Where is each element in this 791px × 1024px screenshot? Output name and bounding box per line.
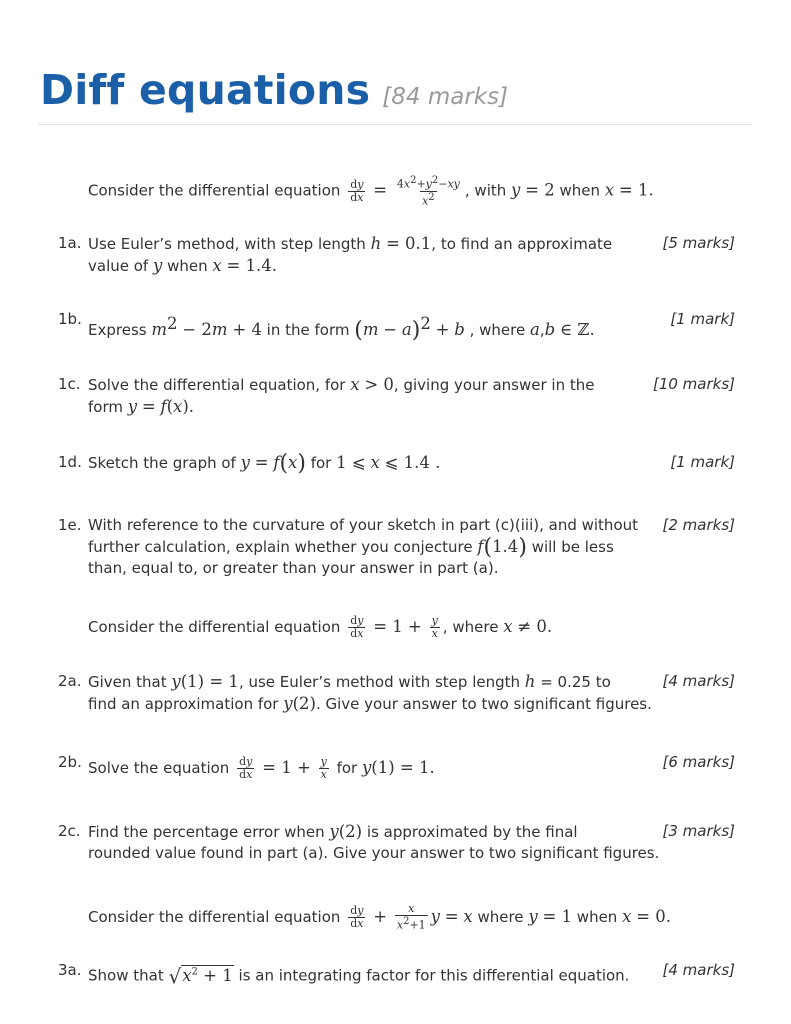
question-1e: With reference to the curvature of your sketch in part (c)(iii), and without further calculation, explain whether you conjecture f(1.4) will be less than, equal to, or greater than your answer in part (a).: [88, 515, 648, 579]
stem-text: , where: [442, 618, 499, 636]
question-2a: Given that y(1) = 1, use Euler’s method with step length h = 0.25 to find an approximation for y(2). Give your answer to two significant figures.: [88, 672, 652, 713]
page-header: [40, 66, 508, 114]
question-text: will be less: [531, 538, 614, 556]
question-text: Express: [88, 321, 147, 339]
question-text: , to find an approximate: [431, 235, 613, 253]
marks-badge: [4 marks]: [662, 961, 735, 979]
question-text: for: [336, 759, 358, 777]
question-text: rounded value found in part (a). Give your answer to two significant figures.: [88, 844, 660, 862]
question-2b: Solve the equation $\frac{dy}{dx}$ = 1 + $\frac{y}{x}$ for y(1) = 1.: [88, 755, 435, 781]
question-text: is approximated by the final: [366, 823, 578, 841]
question-text: in the form: [266, 321, 350, 339]
question-label: 1d.: [58, 453, 82, 471]
question-text: Given that: [88, 673, 167, 691]
marks-badge: [1 mark]: [670, 310, 735, 328]
marks-badge: [6 marks]: [662, 753, 735, 771]
total-marks: [84 marks]: [382, 84, 509, 110]
equation-fraction: $\frac{dy}{dx}$: [239, 755, 253, 781]
equation-fraction: $\frac{4x^2+y^2-xy}{x^2}$: [396, 175, 460, 208]
question-text: is an integrating factor for this differential equation.: [238, 966, 630, 985]
question-label: 3a.: [58, 961, 82, 979]
page-title: Diff equations: [40, 66, 371, 114]
question-1a: Use Euler’s method, with step length h = 0.1, to find an approximate value of y when x = 1.4.: [88, 234, 613, 275]
question-text: further calculation, explain whether you conjecture: [88, 538, 473, 556]
stem-text: when: [559, 181, 601, 200]
stem-text: , with: [464, 181, 507, 200]
question-label: 1c.: [58, 375, 81, 393]
question-text: = 0.25 to: [540, 673, 611, 691]
question-text: . Give your answer to two significant figures.: [315, 695, 652, 713]
question-label: 2b.: [58, 753, 82, 771]
question-label: 2c.: [58, 822, 81, 840]
question-text: value of: [88, 257, 149, 275]
header-divider: [38, 124, 752, 125]
stem-text: where: [477, 907, 524, 926]
equation-fraction: $\frac{dy}{dx}$: [350, 177, 364, 204]
equation-fraction: $\frac{x}{x^2+1}$: [396, 902, 426, 932]
marks-badge: [3 marks]: [662, 822, 735, 840]
question-label: 2a.: [58, 672, 82, 690]
question-text: Show that: [88, 966, 164, 985]
question-text: form: [88, 398, 123, 416]
question-text: find an approximation for: [88, 695, 279, 713]
stem-text: Consider the differential equation: [88, 181, 341, 200]
marks-badge: [5 marks]: [662, 234, 735, 252]
marks-badge: [2 marks]: [662, 516, 735, 534]
stem-text: Consider the differential equation: [88, 618, 341, 636]
question-text: Solve the equation: [88, 759, 230, 777]
question-text: than, equal to, or greater than your answer in part (a).: [88, 559, 499, 577]
question-stem-2: Consider the differential equation $\frac{dy}{dx}$ = 1 + $\frac{y}{x}$ , where x ≠ 0.: [88, 614, 553, 640]
question-1c: Solve the differential equation, for x > 0, giving your answer in the form y = f(x).: [88, 375, 595, 416]
equation-fraction: $\frac{y}{x}$: [431, 614, 438, 640]
question-2c: Find the percentage error when y(2) is approximated by the final rounded value found in part (a). Give your answer to two significant figures.: [88, 822, 660, 862]
stem-text: when: [576, 907, 618, 926]
question-text: , use Euler’s method with step length: [238, 673, 521, 691]
question-1b: Express $m^2 - 2m + 4$ in the form $(m - a)^2 + b$ , where a,b ∈ ℤ.: [88, 314, 595, 343]
marks-badge: [4 marks]: [662, 672, 735, 690]
equation-fraction: $\frac{y}{x}$: [320, 755, 327, 781]
question-label: 1a.: [58, 234, 82, 252]
question-text: , where: [469, 321, 526, 339]
square-root: $√x^2 + 1$: [168, 964, 233, 989]
question-1d: Sketch the graph of y = f(x) for 1 ⩽ x ⩽ 1.4 .: [88, 451, 441, 476]
equation-fraction: $\frac{dy}{dx}$: [350, 614, 364, 640]
question-stem-1: Consider the differential equation $\frac{dy}{dx}$ = $\frac{4x^2+y^2-xy}{x^2}$ , with y = 2 when x = 1.: [88, 175, 654, 208]
question-text: , giving your answer in the: [393, 376, 595, 394]
question-text: for: [310, 454, 332, 472]
marks-badge: [1 mark]: [670, 453, 735, 471]
question-text: when: [167, 257, 208, 275]
question-stem-3: Consider the differential equation $\frac{dy}{dx}$ + $\frac{x}{x^2+1}$ y = x where y = 1 when x = 0.: [88, 902, 672, 932]
question-label: 1b.: [58, 310, 82, 328]
question-text: Sketch the graph of: [88, 454, 236, 472]
marks-badge: [10 marks]: [652, 375, 735, 393]
question-text: Find the percentage error when: [88, 823, 325, 841]
question-text: Solve the differential equation, for: [88, 376, 346, 394]
question-text: Use Euler’s method, with step length: [88, 235, 366, 253]
question-label: 1e.: [58, 516, 82, 534]
question-3a: [88, 961, 648, 988]
stem-text: Consider the differential equation: [88, 907, 341, 926]
question-text: With reference to the curvature of your sketch in part (c)(iii), and without: [88, 516, 639, 534]
equation-fraction: $\frac{dy}{dx}$: [350, 903, 364, 930]
